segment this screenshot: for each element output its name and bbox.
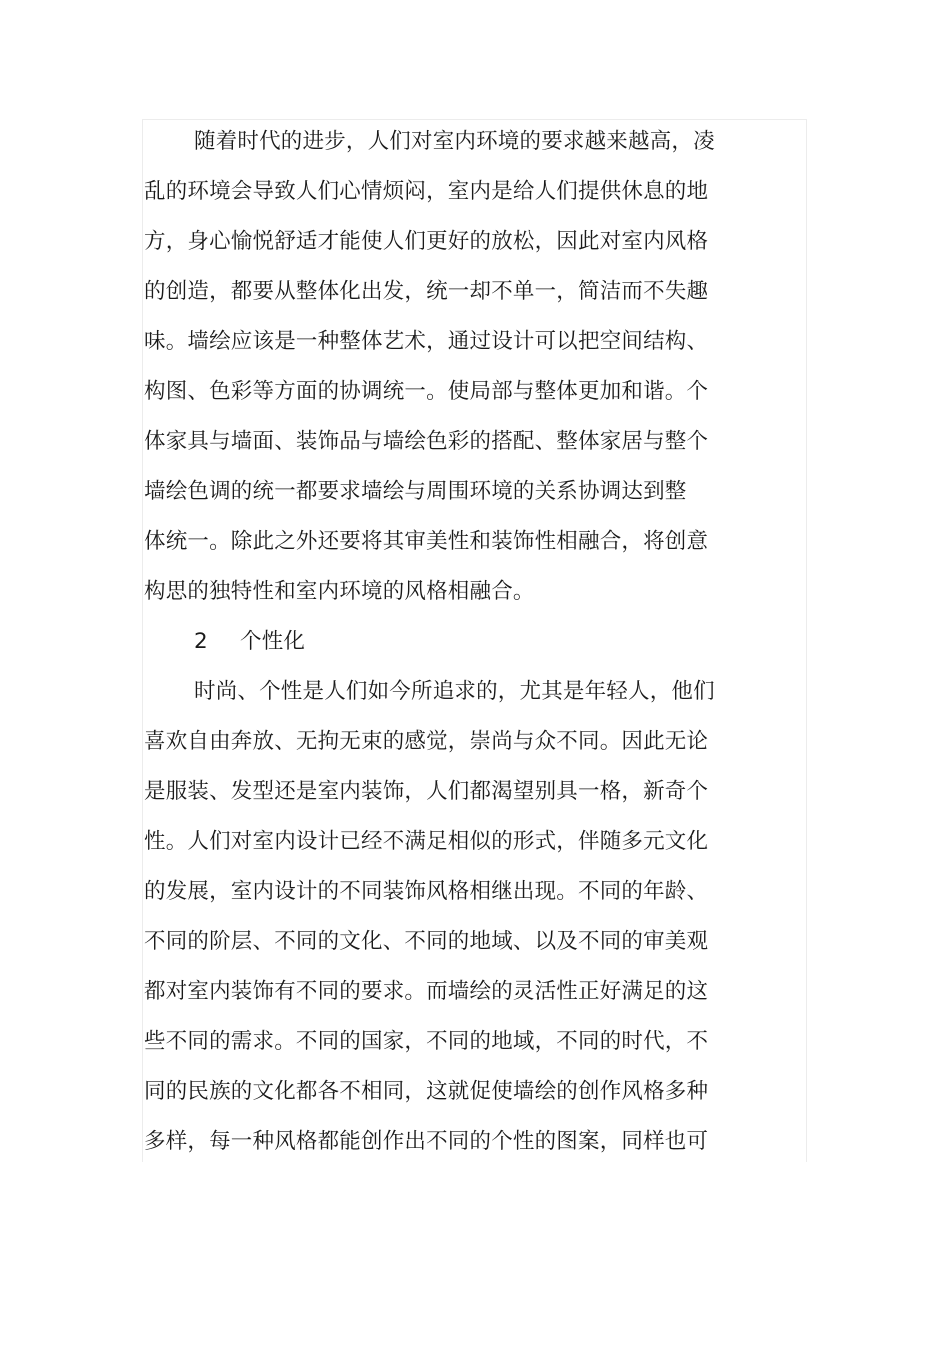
paragraph-line: 随着时代的进步，人们对室内环境的要求越来越高，凌: [194, 129, 715, 154]
paragraph-line: 时尚、个性是人们如今所追求的，尤其是年轻人，他们: [194, 679, 715, 704]
paragraph-line: 方，身心愉悦舒适才能使人们更好的放松，因此对室内风格: [144, 229, 709, 254]
paragraph-line: 都对室内装饰有不同的要求。而墙绘的灵活性正好满足的这: [144, 979, 709, 1004]
section-number: 2: [194, 629, 208, 654]
document-body: [144, 117, 764, 1167]
paragraph-line: 味。墙绘应该是一种整体艺术，通过设计可以把空间结构、: [144, 329, 709, 354]
paragraph-line: 乱的环境会导致人们心情烦闷，室内是给人们提供休息的地: [144, 179, 709, 204]
paragraph-line: 墙绘色调的统一都要求墙绘与周围环境的关系协调达到整: [144, 479, 687, 504]
paragraph-line: 喜欢自由奔放、无拘无束的感觉，崇尚与众不同。因此无论: [144, 729, 709, 754]
paragraph-line: 构思的独特性和室内环境的风格相融合。: [144, 579, 535, 604]
paragraph-line: 体统一。除此之外还要将其审美性和装饰性相融合，将创意: [144, 529, 709, 554]
paragraph-line: 些不同的需求。不同的国家，不同的地域，不同的时代，不: [144, 1029, 709, 1054]
section-heading: [144, 617, 764, 667]
paragraph-line: 是服装、发型还是室内装饰，人们都渴望别具一格，新奇个: [144, 779, 709, 804]
section-title: 个性化: [240, 629, 306, 654]
paragraph-line: 性。人们对室内设计已经不满足相似的形式，伴随多元文化: [144, 829, 709, 854]
paragraph-line: 多样，每一种风格都能创作出不同的个性的图案，同样也可: [144, 1129, 709, 1154]
paragraph-line: 不同的阶层、不同的文化、不同的地域、以及不同的审美观: [144, 929, 709, 954]
paragraph-line: 体家具与墙面、装饰品与墙绘色彩的搭配、整体家居与整个: [144, 429, 709, 454]
paragraph-line: 的创造，都要从整体化出发，统一却不单一，简洁而不失趣: [144, 279, 709, 304]
paragraph-line: 的发展，室内设计的不同装饰风格相继出现。不同的年龄、: [144, 879, 709, 904]
paragraph-line: 构图、色彩等方面的协调统一。使局部与整体更加和谐。个: [144, 379, 709, 404]
paragraph-line: 同的民族的文化都各不相同，这就促使墙绘的创作风格多种: [144, 1079, 709, 1104]
